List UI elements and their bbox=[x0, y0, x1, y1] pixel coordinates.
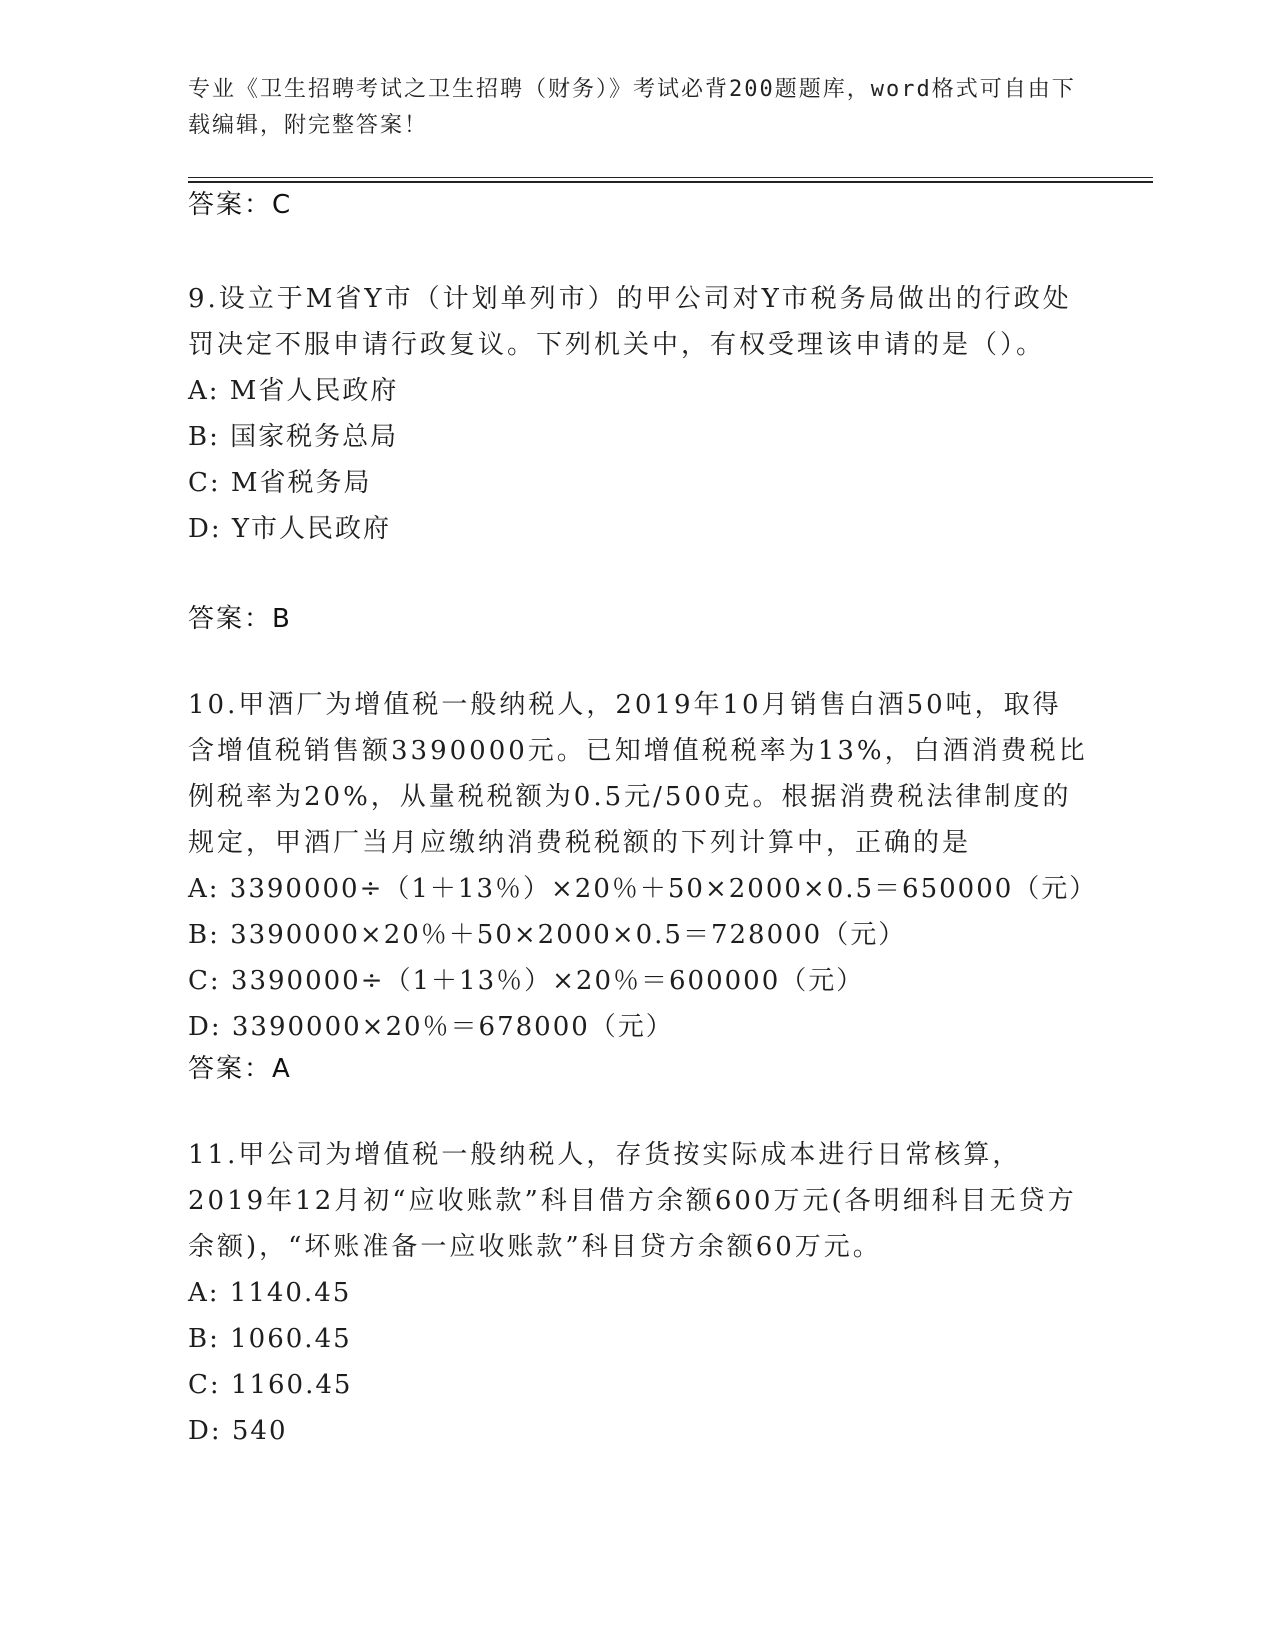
previous-answer: 答案：C bbox=[188, 190, 293, 220]
document-header: 专业《卫生招聘考试之卫生招聘（财务）》考试必背200题题库，word格式可自由下载编辑，附完整答案！ bbox=[188, 77, 1076, 138]
question-9 bbox=[188, 276, 1088, 552]
question-10-stem: 10.甲酒厂为增值税一般纳税人，2019年10月销售白酒50吨，取得含增值税销售额3390000元。已知增值税税率为13%，白酒消费税比例税率为20%，从量税税额为0.5元/500克。根据消费税法律制度的规定，甲酒厂当月应缴纳消费税税额的下列计算中，正确的是 bbox=[188, 690, 1088, 858]
question-11-option-b: B: 1060.45 bbox=[188, 1324, 352, 1354]
question-9-option-a: A: M省人民政府 bbox=[188, 376, 399, 406]
question-10 bbox=[188, 682, 1098, 1050]
question-10-option-b: B: 3390000×20％＋50×2000×0.5＝728000（元） bbox=[188, 920, 907, 950]
question-11-option-a: A: 1140.45 bbox=[188, 1278, 352, 1308]
question-11 bbox=[188, 1132, 1088, 1454]
header-divider-thick bbox=[188, 181, 1153, 183]
question-9-answer: 答案：B bbox=[188, 604, 292, 634]
question-11-stem: 11.甲公司为增值税一般纳税人，存货按实际成本进行日常核算，2019年12月初“应收账款”科目借方余额600万元(各明细科目无贷方余额)，“坏账准备一应收账款”科目贷方余额60万元。 bbox=[188, 1140, 1077, 1262]
question-11-option-d: D: 540 bbox=[188, 1416, 288, 1446]
question-9-option-b: B: 国家税务总局 bbox=[188, 422, 399, 452]
question-10-option-c: C: 3390000÷（1＋13％）×20％＝600000（元） bbox=[188, 966, 865, 996]
question-10-option-a: A: 3390000÷（1＋13％）×20％＋50×2000×0.5＝650000（元） bbox=[188, 874, 1098, 904]
question-9-option-d: D: Y市人民政府 bbox=[188, 514, 392, 544]
question-10-option-d: D: 3390000×20％＝678000（元） bbox=[188, 1012, 674, 1042]
question-11-option-c: C: 1160.45 bbox=[188, 1370, 353, 1400]
question-9-option-c: C: M省税务局 bbox=[188, 468, 372, 498]
question-10-answer: 答案：A bbox=[188, 1054, 292, 1084]
question-9-stem: 9.设立于M省Y市（计划单列市）的甲公司对Y市税务局做出的行政处罚决定不服申请行政复议。下列机关中，有权受理该申请的是（）。 bbox=[188, 284, 1072, 360]
header-divider-thin bbox=[188, 177, 1153, 178]
